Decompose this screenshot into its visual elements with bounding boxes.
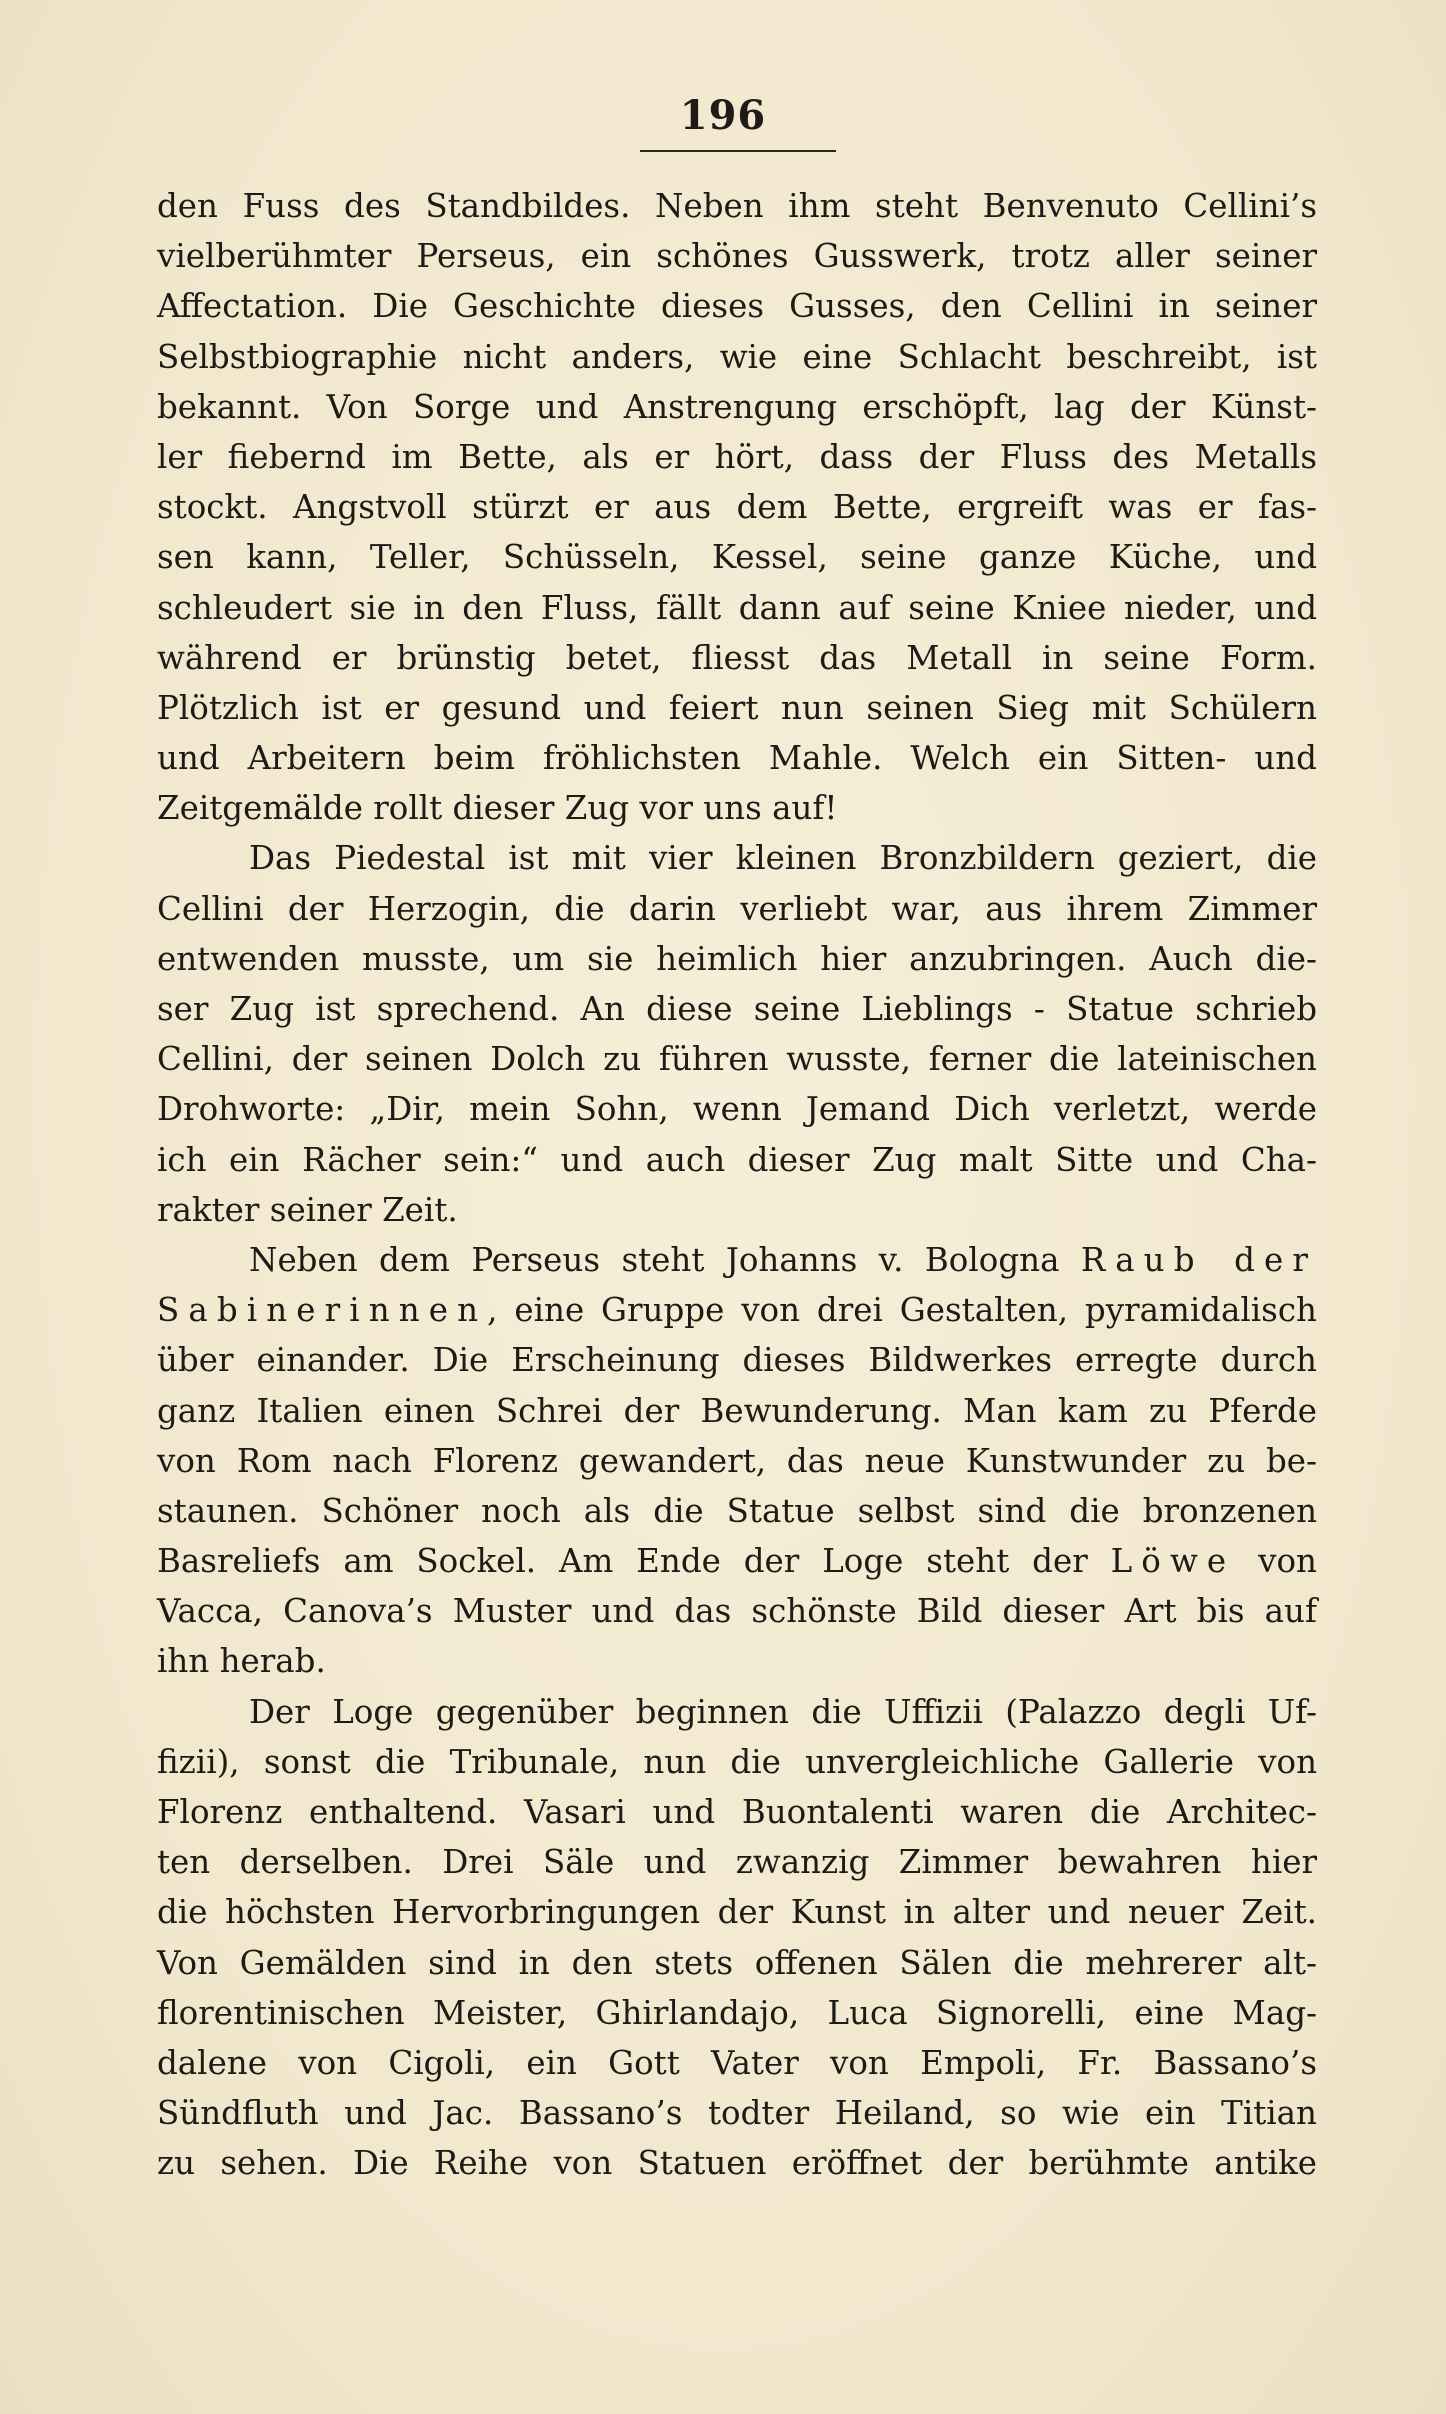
spaced-title: Raub der bbox=[1080, 1240, 1317, 1279]
text-line: ganz Italien einen Schrei der Bewunderung. Man kam zu Pferde bbox=[157, 1391, 1317, 1430]
text-line bbox=[157, 1285, 1317, 1335]
text-line: ihn herab. bbox=[157, 1642, 326, 1681]
text-line: dalene von Cigoli, ein Gott Vater von Empoli, Fr. Bassano’s bbox=[157, 2043, 1317, 2082]
text-line: ser Zug ist sprechend. An diese seine Lieblings - Statue schrieb bbox=[157, 990, 1317, 1028]
text-line: bekannt. Von Sorge und Anstrengung erschöpft, lag der Künst- bbox=[157, 387, 1317, 426]
text-segment: Basreliefs am Sockel. Am Ende der Loge steht der bbox=[157, 1542, 1111, 1581]
text-line: entwenden musste, um sie heimlich hier anzubringen. Auch die- bbox=[157, 939, 1317, 978]
text-line: Cellini, der seinen Dolch zu führen wusste, ferner die lateinischen bbox=[157, 1040, 1317, 1079]
page-number: 196 bbox=[679, 92, 767, 139]
text-line: staunen. Schöner noch als die Statue selbst sind die bronzenen bbox=[157, 1491, 1317, 1530]
text-line bbox=[157, 1235, 1317, 1285]
body-text bbox=[157, 181, 1317, 2189]
text-line: fizii), sonst die Tribunale, nun die unvergleichliche Gallerie von bbox=[157, 1742, 1317, 1781]
text-line: Selbstbiographie nicht anders, wie eine Schlacht beschreibt, ist bbox=[157, 337, 1317, 376]
text-segment: Neben dem Perseus steht Johanns v. Bologna bbox=[249, 1240, 1081, 1279]
text-line: Sündfluth und Jac. Bassano’s todter Heiland, so wie ein Titian bbox=[157, 2094, 1317, 2133]
text-line: Florenz enthaltend. Vasari und Buontalenti waren die Architec- bbox=[157, 1793, 1317, 1831]
text-line: Der Loge gegenüber beginnen die Uffizii (Palazzo degli Uf- bbox=[249, 1692, 1317, 1731]
text-line: die höchsten Hervorbringungen der Kunst in alter und neuer Zeit. bbox=[157, 1893, 1317, 1932]
text-line: ten derselben. Drei Säle und zwanzig Zimmer bewahren hier bbox=[157, 1843, 1317, 1882]
text-segment: , eine Gruppe von drei Gestalten, pyramidalisch bbox=[487, 1291, 1317, 1330]
text-line: Zeitgemälde rollt dieser Zug vor uns auf! bbox=[157, 789, 838, 828]
text-line: florentinischen Meister, Ghirlandajo, Luca Signorelli, eine Mag- bbox=[157, 1993, 1317, 2032]
text-line: Affectation. Die Geschichte dieses Gusses, den Cellini in seiner bbox=[157, 287, 1317, 326]
text-line: während er brünstig betet, fliesst das Metall in seine Form. bbox=[157, 638, 1317, 677]
text-line: Vacca, Canova’s Muster und das schönste Bild dieser Art bis auf bbox=[157, 1592, 1317, 1631]
text-line: von Rom nach Florenz gewandert, das neue Kunstwunder zu be- bbox=[157, 1441, 1317, 1480]
text-line: stockt. Angstvoll stürzt er aus dem Bette, ergreift was er fas- bbox=[157, 488, 1317, 527]
text-segment: von bbox=[1235, 1542, 1317, 1581]
text-line: Von Gemälden sind in den stets offenen Sälen die mehrerer alt- bbox=[157, 1943, 1317, 1982]
text-line: Drohworte: „Dir, mein Sohn, wenn Jemand Dich verletzt, werde bbox=[157, 1090, 1317, 1129]
text-line: Cellini der Herzogin, die darin verliebt war, aus ihrem Zimmer bbox=[157, 889, 1317, 928]
text-line: rakter seiner Zeit. bbox=[157, 1190, 458, 1229]
text-line: schleudert sie in den Fluss, fällt dann auf seine Kniee nieder, und bbox=[157, 588, 1317, 627]
text-line: Das Piedestal ist mit vier kleinen Bronzbildern geziert, die bbox=[249, 839, 1317, 878]
text-line: ich ein Rächer sein:“ und auch dieser Zug malt Sitte und Cha- bbox=[157, 1140, 1317, 1179]
text-line: vielberühmter Perseus, ein schönes Gusswerk, trotz aller seiner bbox=[157, 237, 1317, 276]
spaced-title: Sabinerinnen bbox=[157, 1291, 488, 1330]
text-line: ler fiebernd im Bette, als er hört, dass der Fluss des Metalls bbox=[157, 437, 1317, 476]
text-line: sen kann, Teller, Schüsseln, Kessel, seine ganze Küche, und bbox=[157, 538, 1317, 577]
text-line: über einander. Die Erscheinung dieses Bildwerkes erregte durch bbox=[157, 1341, 1317, 1380]
text-line: Plötzlich ist er gesund und feiert nun seinen Sieg mit Schülern bbox=[157, 688, 1317, 727]
text-line: und Arbeitern beim fröhlichsten Mahle. Welch ein Sitten- und bbox=[157, 739, 1317, 778]
spaced-title: Löwe bbox=[1110, 1542, 1236, 1581]
text-line: zu sehen. Die Reihe von Statuen eröffnet der berühmte antike bbox=[157, 2144, 1317, 2183]
text-line: den Fuss des Standbildes. Neben ihm steht Benvenuto Cellini’s bbox=[157, 187, 1317, 225]
header-rule bbox=[640, 150, 836, 152]
text-line bbox=[157, 1536, 1317, 1586]
